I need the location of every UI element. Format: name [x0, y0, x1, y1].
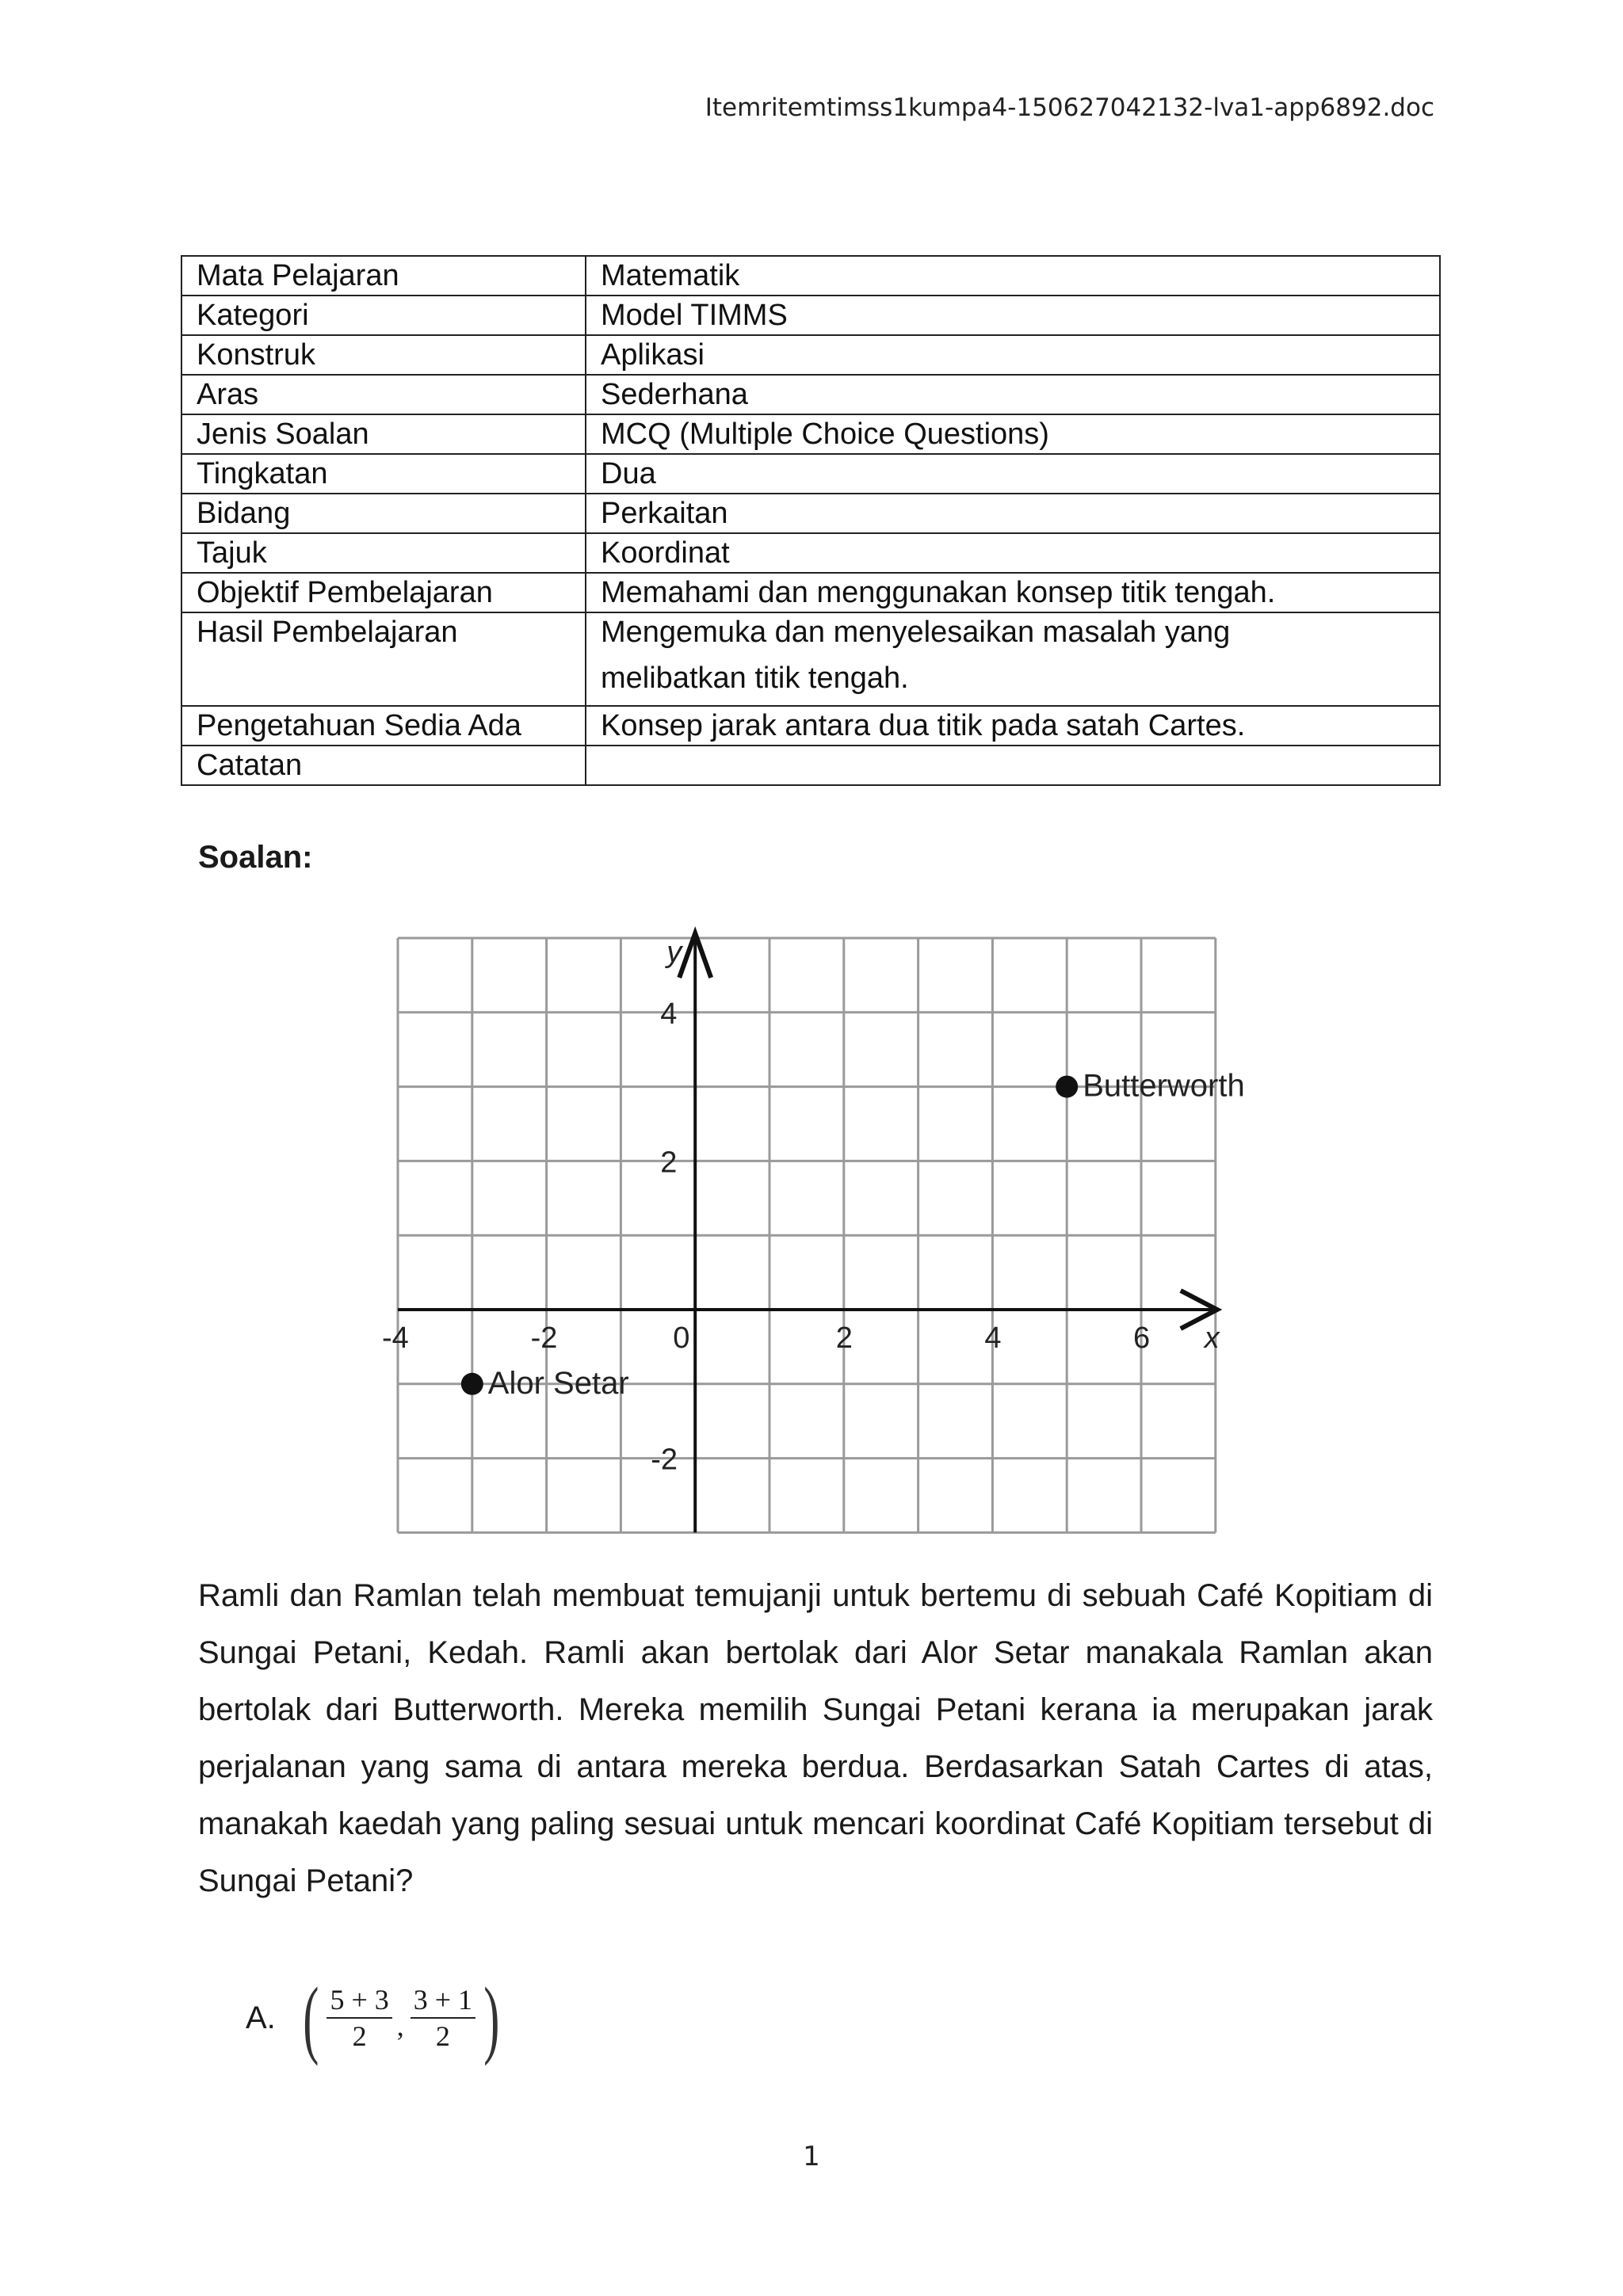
table-key: Bidang: [181, 494, 586, 533]
table-key: Konstruk: [181, 335, 586, 375]
y-axis-label: y: [666, 936, 682, 969]
question-label: Soalan:: [198, 840, 313, 875]
x-tick-label: 0: [673, 1322, 690, 1355]
x-axis-label: x: [1204, 1322, 1220, 1355]
x-tick-label: 2: [835, 1322, 853, 1355]
data-point-marker: [1056, 1076, 1078, 1098]
numerator: 5 + 3: [327, 1982, 391, 2019]
y-tick-label: -2: [651, 1443, 678, 1477]
table-value: Dua: [586, 454, 1440, 494]
table-key: Tingkatan: [181, 454, 586, 494]
data-point-label: Alor Setar: [487, 1365, 629, 1401]
page-number: 1: [803, 2141, 820, 2172]
table-value: Aplikasi: [586, 335, 1440, 375]
table-key: Jenis Soalan: [181, 414, 586, 454]
x-tick-label: -2: [530, 1322, 558, 1355]
left-paren: (: [303, 1970, 319, 2066]
table-value: Perkaitan: [586, 494, 1440, 533]
table-key: Objektif Pembelajaran: [181, 573, 586, 612]
data-point-label: Butterworth: [1083, 1068, 1245, 1104]
fraction: [327, 1982, 391, 2054]
x-tick-label: 6: [1133, 1322, 1151, 1355]
table-key: Hasil Pembelajaran: [181, 612, 586, 706]
y-tick-label: 2: [660, 1146, 678, 1180]
table-value: Model TIMMS: [586, 296, 1440, 335]
table-value: MCQ (Multiple Choice Questions): [586, 414, 1440, 454]
grid-lines: [398, 938, 1216, 1532]
table-value: Koordinat: [586, 533, 1440, 573]
y-tick-label: 4: [660, 997, 678, 1031]
option-a: [246, 1970, 506, 2066]
fraction: [411, 1982, 475, 2054]
axes: [398, 933, 1219, 1532]
x-tick-label: -4: [382, 1322, 409, 1355]
comma: ,: [396, 2010, 404, 2042]
table-key: Tajuk: [181, 533, 586, 573]
table-value: Memahami dan menggunakan konsep titik tengah.: [586, 573, 1440, 612]
question-text: Ramli dan Ramlan telah membuat temujanji untuk bertemu di sebuah Café Kopitiam di Sungai Petani, Kedah. Ramli akan bertolak dari Alor Setar manakala Ramlan akan bertolak dari Butterworth. Mereka memilih Sungai Petani kerana ia merupakan jarak perjalanan yang sama di antara mereka berdua. Berdasarkan Satah Cartes di atas, manakah kaedah yang paling sesuai untuk mencari koordinat Café Kopitiam tersebut di Sungai Petani?: [198, 1578, 1433, 1898]
option-a-expression: [296, 1970, 506, 2066]
x-tick-label: 4: [984, 1322, 1002, 1355]
table-key: Aras: [181, 375, 586, 414]
right-paren: ): [483, 1970, 500, 2066]
denominator: 2: [435, 2020, 450, 2052]
table-value-line: melibatkan titik tengah.: [601, 662, 909, 695]
table-key: Catatan: [181, 746, 586, 785]
table-key: Mata Pelajaran: [181, 256, 586, 296]
table-value: Sederhana: [586, 375, 1440, 414]
document-filename: Itemritemtimss1kumpa4-150627042132-lva1-app6892.doc: [705, 93, 1434, 122]
denominator: 2: [352, 2020, 367, 2052]
table-value: Konsep jarak antara dua titik pada satah Cartes.: [586, 706, 1440, 746]
table-key: Pengetahuan Sedia Ada: [181, 706, 586, 746]
numerator: 3 + 1: [411, 1982, 475, 2019]
option-letter: A.: [246, 2000, 276, 2035]
data-point-marker: [461, 1373, 483, 1395]
table-value-line: Mengemuka dan menyelesaikan masalah yang: [601, 616, 1231, 649]
table-value: Matematik: [586, 256, 1440, 296]
table-key: Kategori: [181, 296, 586, 335]
